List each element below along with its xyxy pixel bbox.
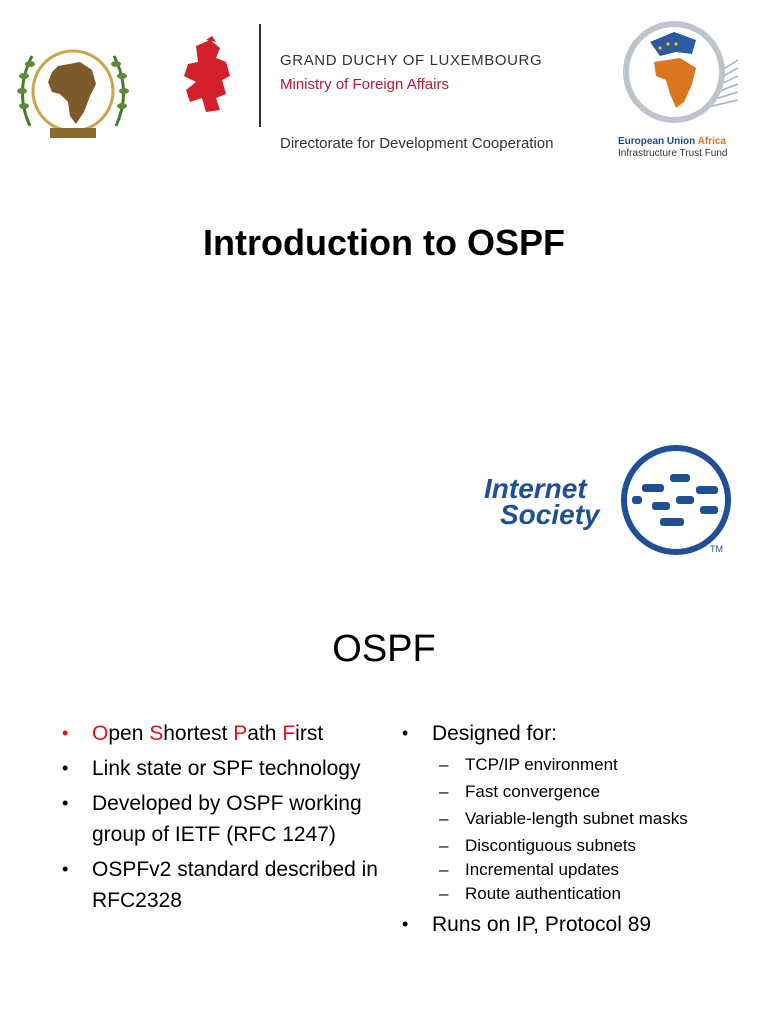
- eu-name-africa: Africa: [697, 136, 726, 147]
- bullet-dot: •: [62, 758, 69, 778]
- bullet-text: Link state or SPF technology: [92, 757, 361, 780]
- bullet-ospfv2: [60, 854, 390, 916]
- header-divider: [259, 24, 261, 127]
- acronym-letter-o: O: [92, 722, 109, 745]
- right-column: [400, 718, 720, 944]
- sub-item: [400, 753, 720, 777]
- bullet-link-state: [60, 753, 390, 784]
- sub-dash: –: [439, 755, 449, 774]
- eu-africa-trust-fund-logo: [620, 18, 740, 128]
- luxembourg-lion-logo: [176, 36, 242, 116]
- ospf-slide: [0, 600, 768, 1024]
- sub-item-text: TCP/IP environment: [465, 755, 618, 774]
- bullet-text: Runs on IP, Protocol 89: [432, 913, 652, 936]
- ministry-title: Ministry of Foreign Affairs: [280, 76, 449, 93]
- slide-title: OSPF: [332, 628, 436, 670]
- left-column: [60, 718, 390, 920]
- directorate-title: Directorate for Development Cooperation: [280, 135, 554, 152]
- sub-dash: –: [439, 809, 449, 828]
- bullet-text: Developed by OSPF working group of IETF (RFC 1247): [92, 792, 362, 846]
- isoc-wordmark: [484, 473, 600, 530]
- sub-item-text: Fast convergence: [465, 782, 601, 801]
- right-bullet-list-2: [400, 909, 720, 940]
- sub-dash: –: [439, 860, 449, 879]
- sub-item: [400, 780, 720, 804]
- isoc-wordmark-line1: Internet: [484, 473, 587, 504]
- sub-item-text: Route authentication: [465, 884, 621, 903]
- eu-fund-name: Infrastructure Trust Fund: [618, 148, 728, 159]
- sub-dash: –: [439, 884, 449, 903]
- bullet-dot: •: [62, 859, 69, 879]
- acronym-letter-s: S: [149, 722, 164, 745]
- acronym-letter-p: P: [233, 722, 248, 745]
- sub-item: [400, 834, 720, 858]
- sub-item-text: Incremental updates: [465, 860, 620, 879]
- bullet-text: Designed for:: [432, 722, 557, 745]
- isoc-tm: TM: [710, 544, 723, 554]
- sub-item: [400, 807, 720, 831]
- bullet-dot: •: [62, 723, 69, 743]
- designed-for-sublist: [400, 753, 720, 906]
- left-bullet-list: [60, 718, 390, 916]
- sub-dash: –: [439, 782, 449, 801]
- isoc-wordmark-line2: Society: [500, 499, 600, 530]
- bullet-ospf-acronym: [60, 718, 390, 749]
- slide-title: Introduction to OSPF: [203, 222, 565, 263]
- bullet-dot: •: [402, 723, 409, 743]
- bullet-runs-on-ip: [400, 909, 720, 940]
- acronym-word-open: pen: [108, 722, 150, 745]
- sub-dash: –: [439, 836, 449, 855]
- african-union-logo: [10, 36, 136, 146]
- bullet-dot: •: [402, 914, 409, 934]
- sub-item: [400, 882, 720, 906]
- sub-item-text: Variable-length subnet masks: [465, 809, 688, 828]
- header-logos: [0, 0, 768, 165]
- eu-africa-name: [618, 136, 726, 147]
- bullet-dot: •: [62, 793, 69, 813]
- bullet-developed-by: [60, 788, 390, 850]
- bullet-designed-for: [400, 718, 720, 749]
- eu-name-text: European Union: [618, 136, 698, 147]
- acronym-word-shortest: hortest: [163, 722, 234, 745]
- sub-item: [400, 858, 720, 882]
- right-bullet-list: [400, 718, 720, 749]
- acronym-letter-f: F: [282, 722, 296, 745]
- luxembourg-title: GRAND DUCHY OF LUXEMBOURG: [280, 52, 543, 69]
- acronym-word-first: irst: [295, 722, 324, 745]
- acronym-word-path: ath: [247, 722, 283, 745]
- isoc-globe-icon: [604, 434, 748, 564]
- sub-item-text: Discontiguous subnets: [465, 836, 637, 855]
- bullet-text: OSPFv2 standard described in RFC2328: [92, 858, 378, 912]
